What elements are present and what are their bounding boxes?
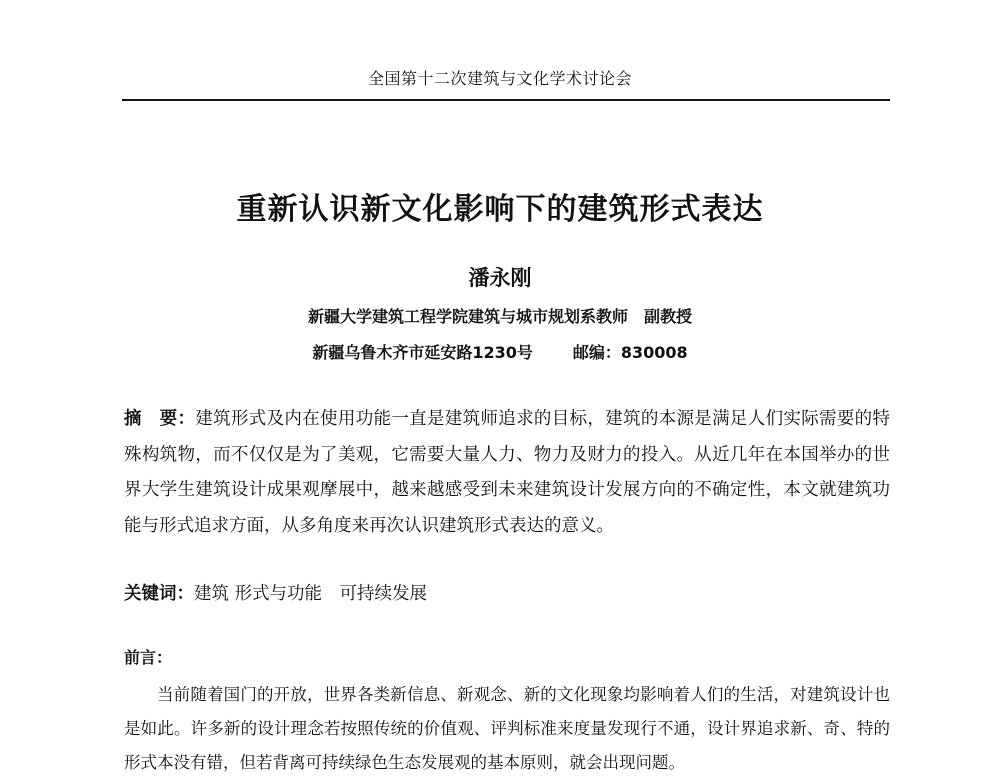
running-header: 全国第十二次建筑与文化学术讨论会	[367, 69, 632, 88]
author-address-line	[0, 340, 1000, 363]
keywords-label: 关键词：	[124, 584, 194, 604]
abstract-label: 摘 要：	[124, 409, 196, 429]
keywords-text: 建筑 形式与功能 可持续发展	[194, 584, 428, 604]
abstract-text: 建筑形式及内在使用功能一直是建筑师追求的目标，建筑的本源是满足人们实际需要的特殊构筑物，而不仅仅是为了美观，它需要大量人力、物力及财力的投入。从近几年在本国举办的世界大学生建筑设计成果观摩展中，越来越感受到未来建筑设计发展方向的不确定性，本文就建筑功能与形式追求方面，从多角度来再次认识建筑形式表达的意义。	[124, 409, 891, 536]
abstract	[124, 402, 890, 544]
author-affiliation: 新疆大学建筑工程学院建筑与城市规划系教师 副教授	[307, 307, 692, 326]
paper-title: 重新认识新文化影响下的建筑形式表达	[236, 192, 764, 227]
header-rule	[122, 99, 890, 101]
intro-heading: 前言：	[124, 648, 173, 667]
keywords	[124, 579, 890, 609]
author-postcode: 邮编：830008	[572, 343, 688, 362]
author-address: 新疆乌鲁木齐市延安路1230号	[312, 343, 533, 362]
author-name: 潘永刚	[468, 266, 532, 290]
intro-paragraph: 当前随着国门的开放，世界各类新信息、新观念、新的文化现象均影响着人们的生活，对建筑设计也是如此。许多新的设计理念若按照传统的价值观、评判标准来度量发现行不通，设计界追求新、奇、特的形式本没有错，但若背离可持续绿色生态发展观的基本原则，就会出现问题。	[124, 685, 890, 772]
